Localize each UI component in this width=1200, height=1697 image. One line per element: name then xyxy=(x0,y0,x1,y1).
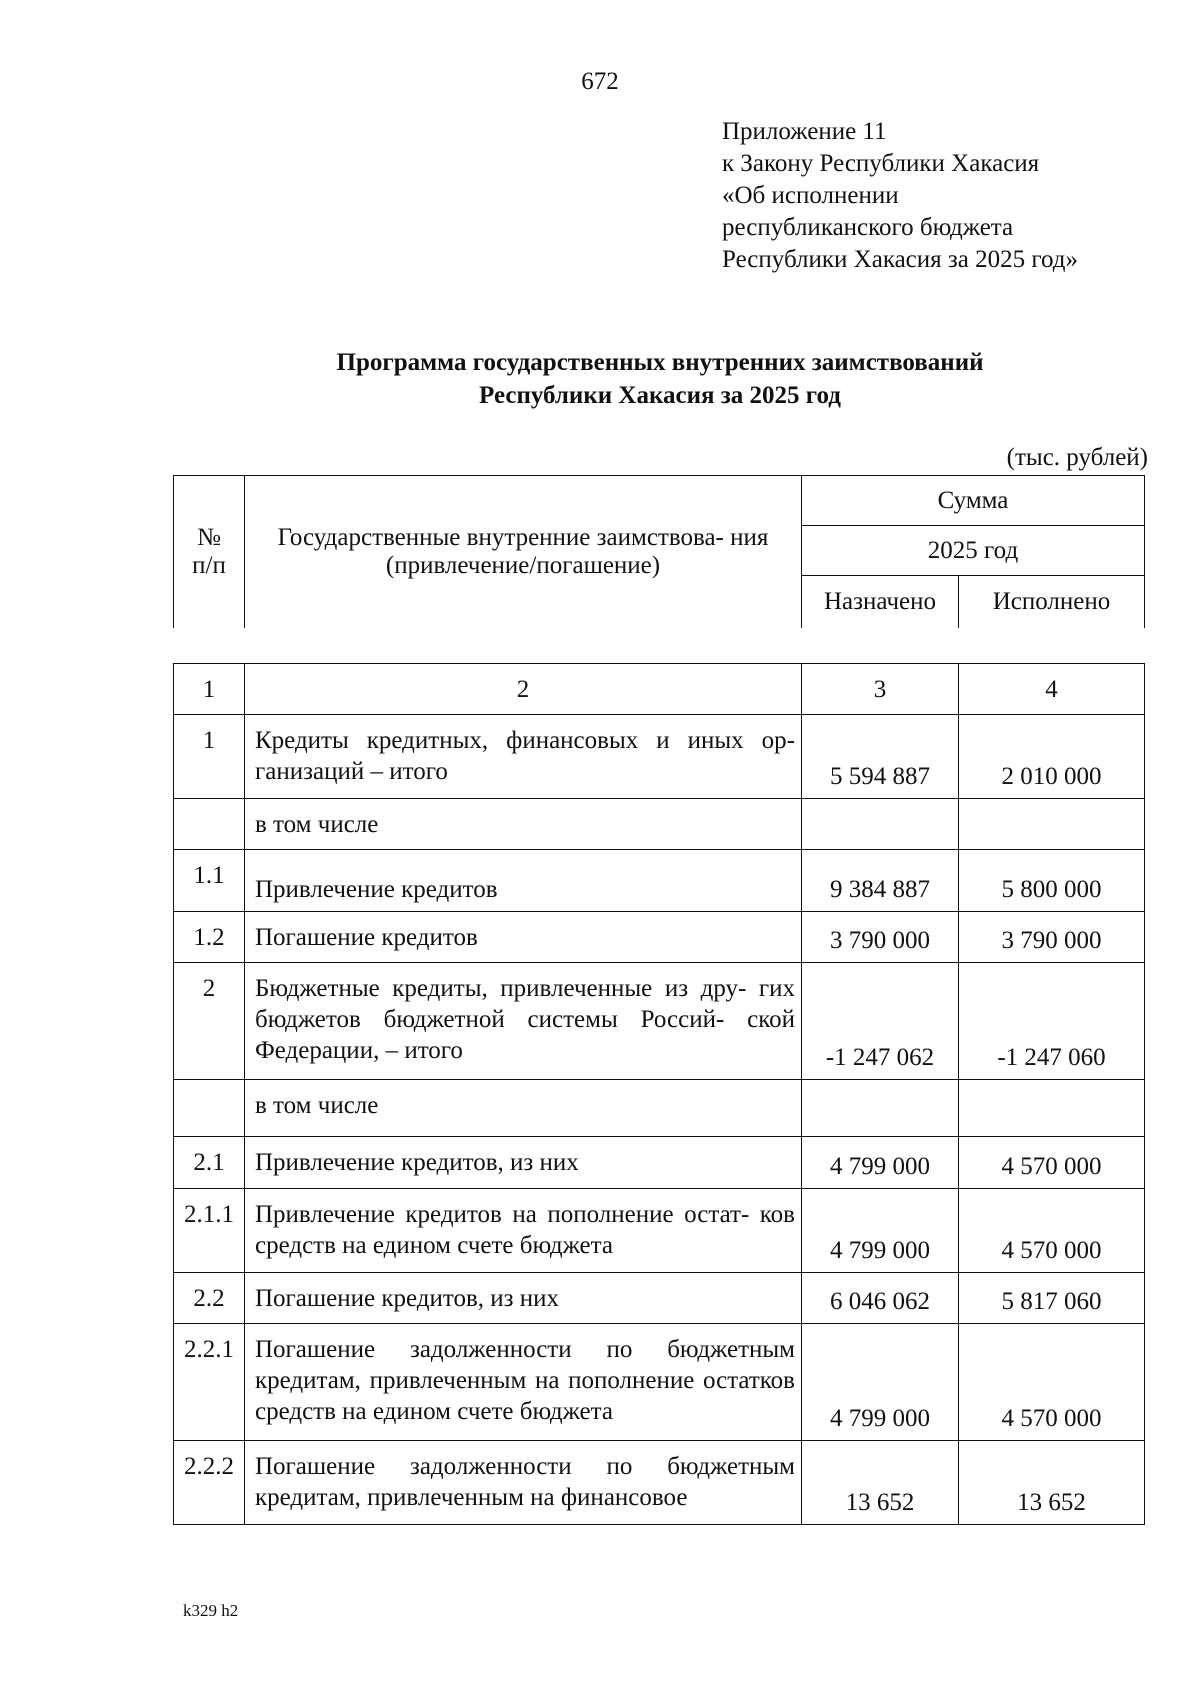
row-name: Погашение задолженности по бюджетным кредитам, привлеченным на финансовое xyxy=(245,1441,802,1525)
table-row xyxy=(174,1324,1145,1441)
row-planned: 9 384 887 xyxy=(802,850,959,912)
row-planned: 4 799 000 xyxy=(802,1137,959,1189)
table-row xyxy=(174,799,1145,850)
row-executed: 13 652 xyxy=(959,1441,1145,1525)
row-name: Привлечение кредитов xyxy=(245,850,802,912)
title-line-2: Республики Хакасия за 2025 год xyxy=(479,382,841,409)
row-planned: 4 799 000 xyxy=(802,1324,959,1441)
row-name: Бюджетные кредиты, привлеченные из дру- гих бюджетов бюджетной системы Россий- ской Федерации, – итого xyxy=(245,963,802,1080)
row-number xyxy=(174,1080,245,1137)
row-executed: -1 247 060 xyxy=(959,963,1145,1080)
page-number: 672 xyxy=(581,68,619,95)
row-executed xyxy=(959,1080,1145,1137)
row-planned: 13 652 xyxy=(802,1441,959,1525)
row-executed: 4 570 000 xyxy=(959,1189,1145,1273)
table-row xyxy=(174,1137,1145,1189)
row-planned: 4 799 000 xyxy=(802,1189,959,1273)
row-executed: 3 790 000 xyxy=(959,912,1145,963)
row-name: в том числе xyxy=(245,1080,802,1137)
table-row xyxy=(174,1189,1145,1273)
row-executed: 2 010 000 xyxy=(959,715,1145,799)
row-executed: 4 570 000 xyxy=(959,1137,1145,1189)
row-name: Погашение задолженности по бюджетным кредитам, привлеченным на пополнение остатков средств на едином счете бюджета xyxy=(245,1324,802,1441)
row-name: Погашение кредитов xyxy=(245,912,802,963)
row-name: Кредиты кредитных, финансовых и иных ор- ганизаций – итого xyxy=(245,715,802,799)
row-executed xyxy=(959,799,1145,850)
footer-code: k329 h2 xyxy=(183,1601,239,1620)
row-name: в том числе xyxy=(245,799,802,850)
row-planned: -1 247 062 xyxy=(802,963,959,1080)
index-cell: 1 xyxy=(174,664,245,715)
row-number: 1.2 xyxy=(174,912,245,963)
annex-line: республиканского бюджета xyxy=(722,214,1014,241)
row-number: 1.1 xyxy=(174,850,245,912)
annex-line: «Об исполнении xyxy=(722,182,899,209)
row-number: 2 xyxy=(174,963,245,1080)
index-cell: 3 xyxy=(802,664,959,715)
header-year: 2025 год xyxy=(802,526,1145,576)
table-row xyxy=(174,963,1145,1080)
document-title xyxy=(0,346,1200,412)
row-number: 2.2.1 xyxy=(174,1324,245,1441)
table-header xyxy=(173,475,1145,628)
row-number: 2.1 xyxy=(174,1137,245,1189)
index-cell: 2 xyxy=(245,664,802,715)
row-executed: 5 817 060 xyxy=(959,1273,1145,1324)
annex-line: Приложение 11 xyxy=(722,118,887,145)
borrowings-table xyxy=(173,663,1145,1525)
row-executed: 5 800 000 xyxy=(959,850,1145,912)
index-row xyxy=(174,664,1145,715)
row-name: Привлечение кредитов, из них xyxy=(245,1137,802,1189)
annex-note xyxy=(722,116,1078,276)
row-planned: 3 790 000 xyxy=(802,912,959,963)
row-name: Погашение кредитов, из них xyxy=(245,1273,802,1324)
index-cell: 4 xyxy=(959,664,1145,715)
table-row xyxy=(174,1080,1145,1137)
header-number: № п/п xyxy=(174,476,245,628)
table-row xyxy=(174,850,1145,912)
annex-line: к Закону Республики Хакасия xyxy=(722,150,1040,177)
header-sum: Сумма xyxy=(802,476,1145,526)
header-planned: Назначено xyxy=(802,576,959,628)
row-planned: 6 046 062 xyxy=(802,1273,959,1324)
units-label: (тыс. рублей) xyxy=(1006,444,1148,471)
annex-line: Республики Хакасия за 2025 год» xyxy=(722,246,1079,273)
row-number: 2.1.1 xyxy=(174,1189,245,1273)
row-planned: 5 594 887 xyxy=(802,715,959,799)
row-number: 2.2 xyxy=(174,1273,245,1324)
table-row xyxy=(174,715,1145,799)
header-name: Государственные внутренние заимствова- ния (привлечение/погашение) xyxy=(245,476,802,628)
table-row xyxy=(174,1441,1145,1525)
row-executed: 4 570 000 xyxy=(959,1324,1145,1441)
header-executed: Исполнено xyxy=(959,576,1145,628)
row-name: Привлечение кредитов на пополнение остат- ков средств на едином счете бюджета xyxy=(245,1189,802,1273)
title-line-1: Программа государственных внутренних заимствований xyxy=(336,349,984,376)
row-number xyxy=(174,799,245,850)
row-number: 1 xyxy=(174,715,245,799)
row-number: 2.2.2 xyxy=(174,1441,245,1525)
row-planned xyxy=(802,799,959,850)
table-row xyxy=(174,1273,1145,1324)
table-row xyxy=(174,912,1145,963)
row-planned xyxy=(802,1080,959,1137)
